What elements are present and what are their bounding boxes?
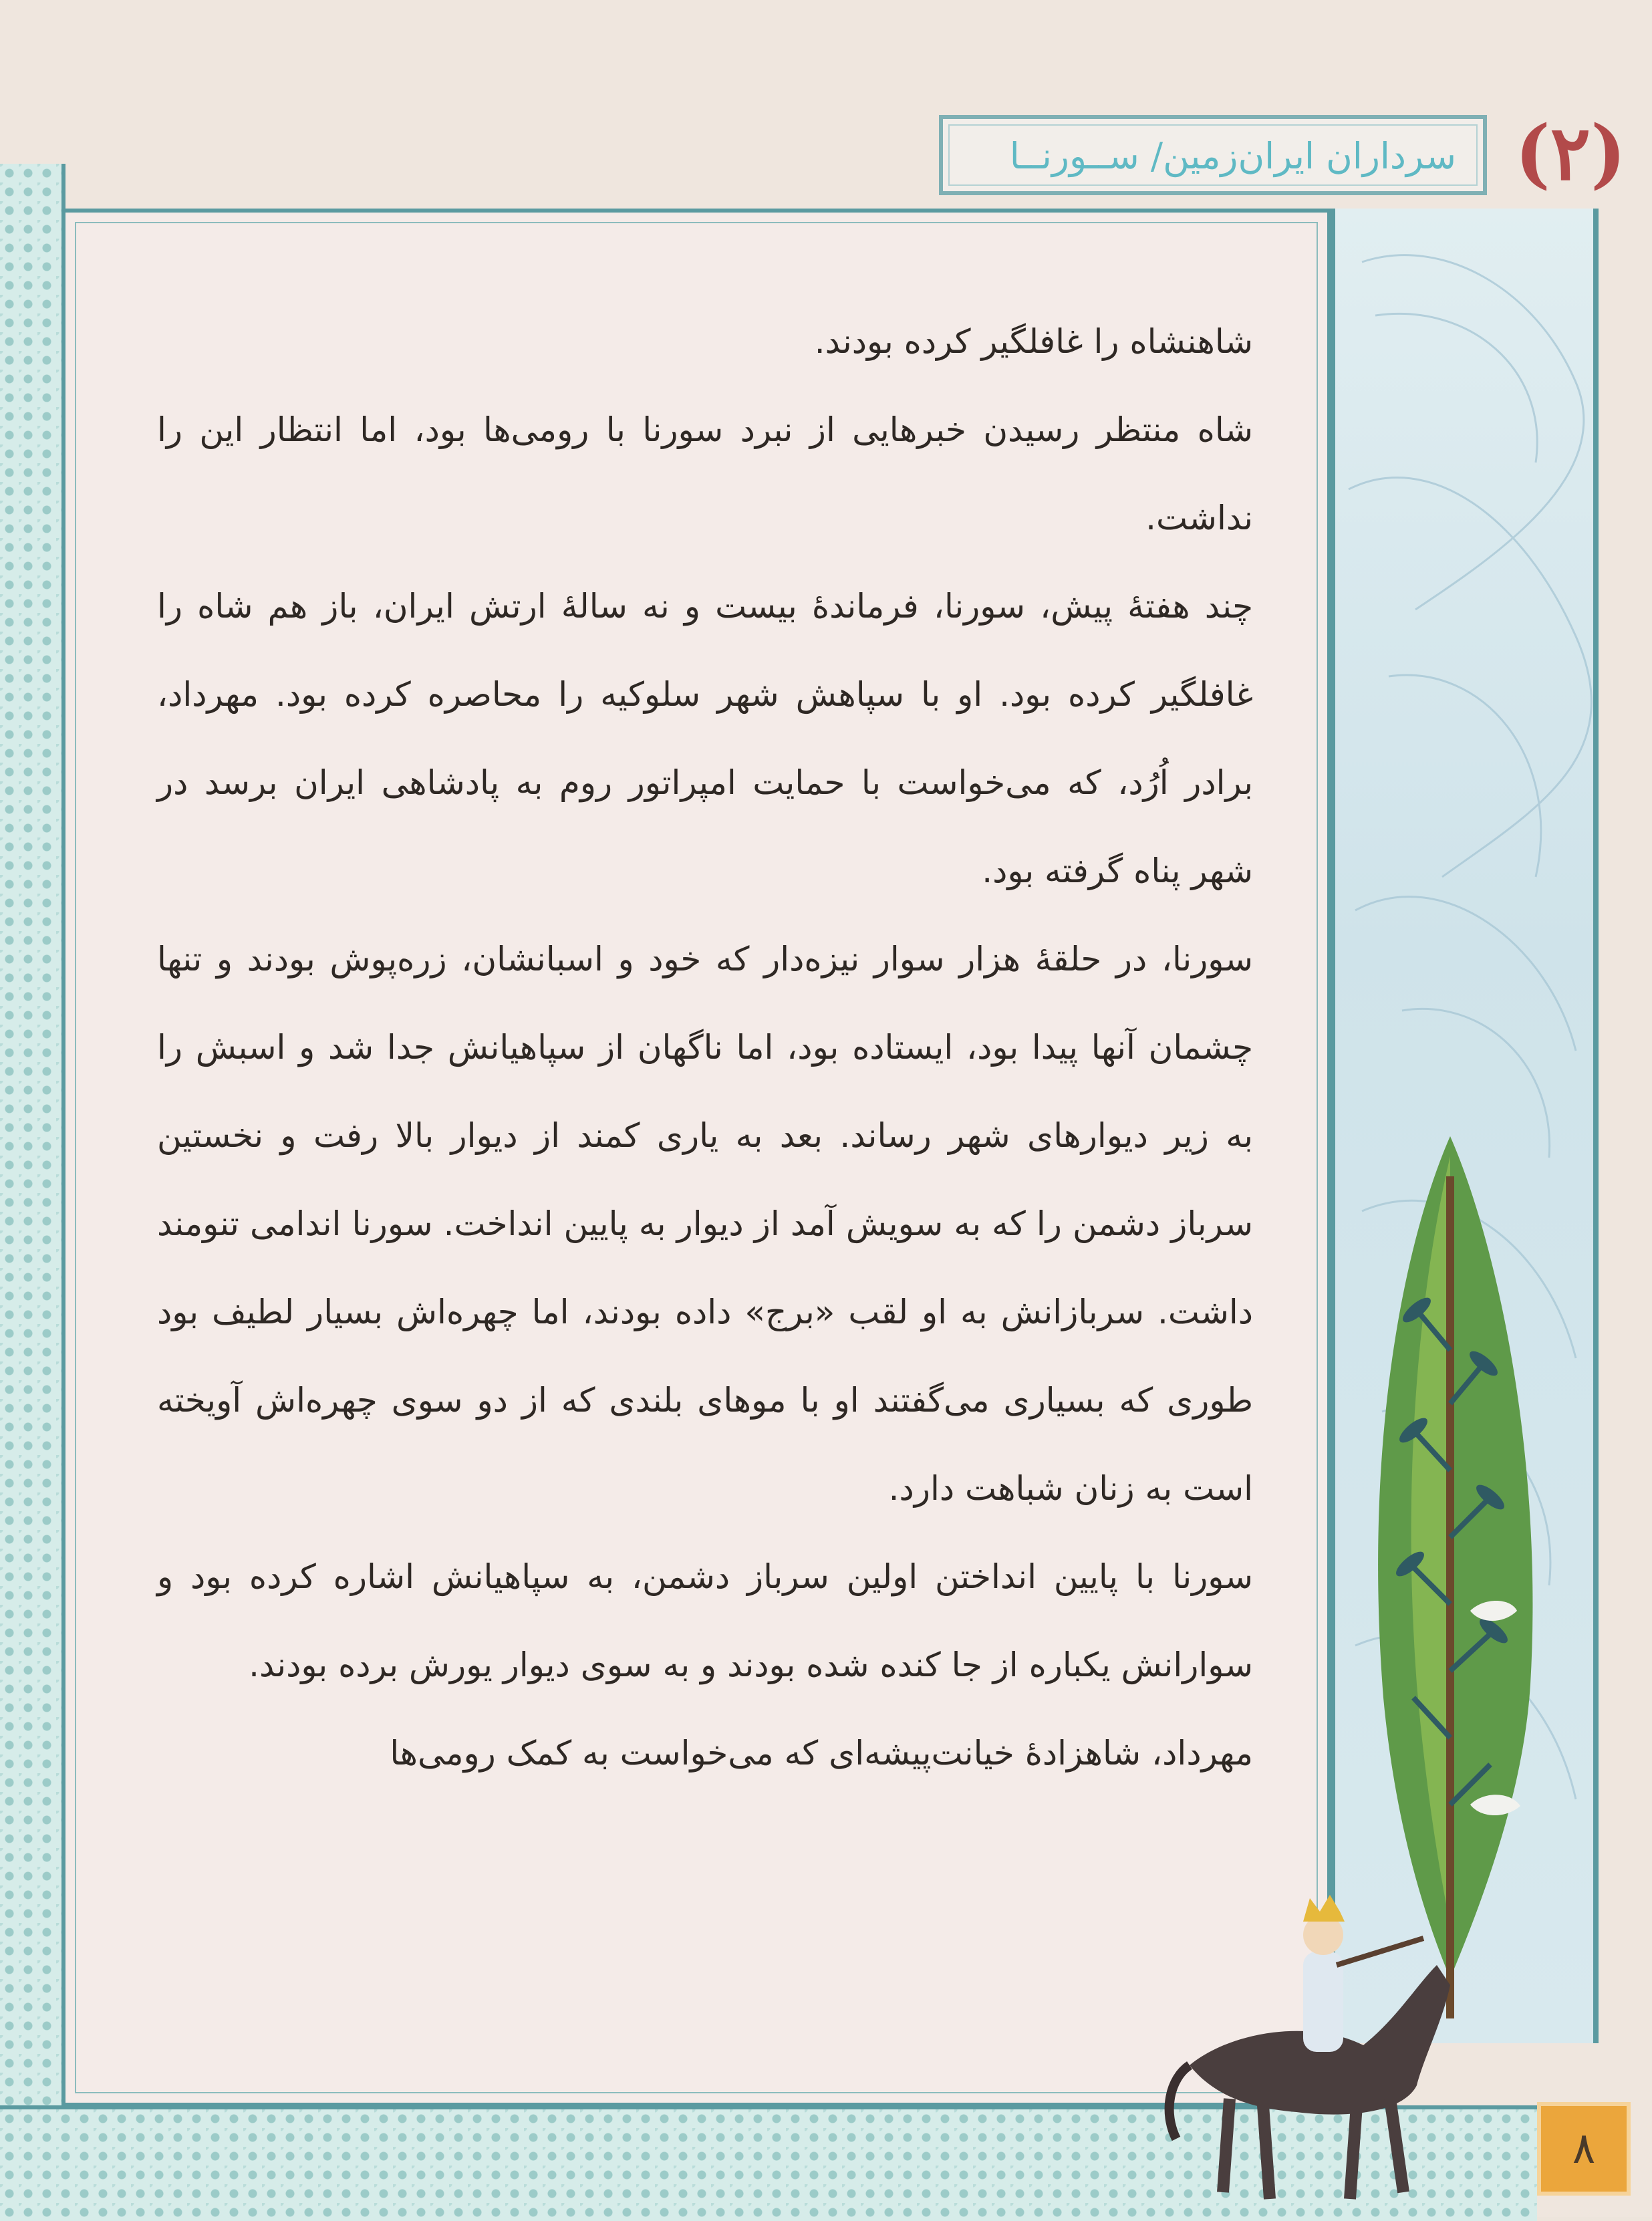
chapter-header-bar [939, 115, 1487, 195]
page-number: ۸ [1537, 2102, 1631, 2196]
chapter-number: (۲) [1514, 110, 1627, 197]
paragraph-4: سورنا، در حلقهٔ هزار سوار نیزه‌دار که خود و اسبانشان، زره‌پوش بودند و تنها چشمان آنها پیدا بود، ایستاده بود، اما ناگهان از سپاهیانش جدا شد و اسبش را به زیر دیوارهای شهر رساند. بعد به یاری کمند از دیوار بالا رفت و نخستین سرباز دشمن را که به سویش آمد از دیوار به پایین انداخت. سورنا اندامی تنومند داشت. سربازانش به او لقب «برج» داده بودند، اما چهره‌اش بسیار لطیف بود طوری که بسیاری می‌گفتند او با موهای بلندی که از دو سوی چهره‌اش آویخته است به زنان شباهت دارد. [157, 940, 1253, 1508]
chapter-title: سرداران ایران‌زمین/ ســورنــا [1009, 135, 1456, 177]
paragraph-3: چند هفتهٔ پیش، سورنا، فرماندهٔ بیست و نه سالهٔ ارتش ایران، باز هم شاه را غافلگیر کرده بود. او با سپاهش شهر سلوکیه را محاصره کرده بود. مهرداد، برادر اُرُد، که می‌خواست با حمایت امپراتور روم به پادشاهی ایران برسد در شهر پناه گرفته بود. [157, 587, 1253, 890]
paragraph-2: شاه منتظر رسیدن خبرهایی از نبرد سورنا با رومی‌ها بود، اما انتظار این را نداشت. [157, 410, 1253, 537]
paragraph-5: سورنا با پایین انداختن اولین سرباز دشمن، به سپاهیانش اشاره کرده بود و سوارانش یکباره از جا کنده شده بودند و به سوی دیوار یورش برده بودند. [157, 1557, 1253, 1684]
story-body [157, 297, 1253, 1797]
cypress-and-rider-illustration [1136, 1096, 1644, 2217]
left-pattern-border [0, 164, 65, 2119]
cypress-tree-icon [1378, 1136, 1532, 2018]
horse-rider-icon [1169, 1895, 1450, 2199]
paragraph-6: مهرداد، شاهزادهٔ خیانت‌پیشه‌ای که می‌خواست به کمک رومی‌ها [390, 1734, 1253, 1773]
paragraph-1: شاهنشاه را غافلگیر کرده بودند. [814, 322, 1253, 361]
